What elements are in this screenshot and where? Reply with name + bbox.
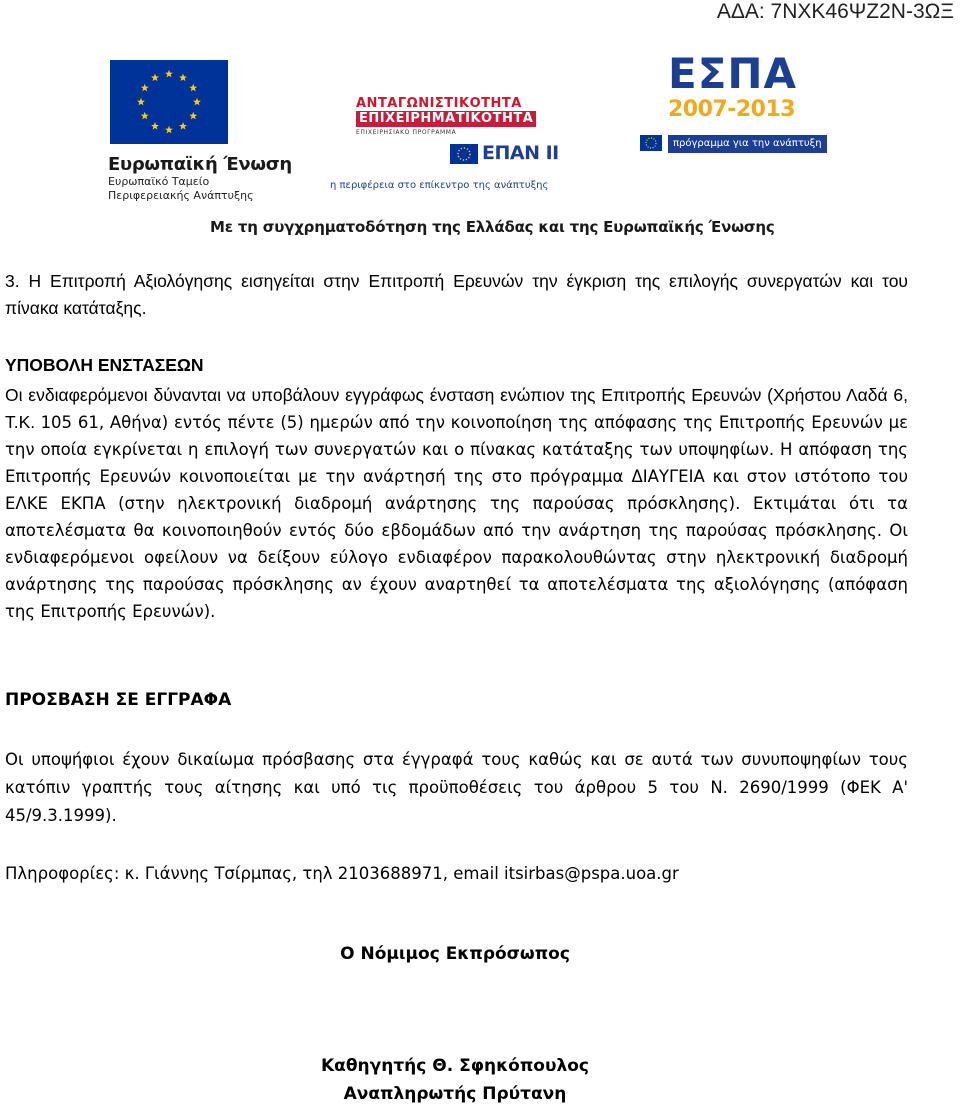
- signature-role: Ο Νόμιμος Εκπρόσωπος: [340, 944, 570, 964]
- epan-logo: [330, 92, 575, 202]
- eu-subtitle-1: Ευρωπαϊκό Ταμείο: [108, 175, 210, 188]
- epan-tagline: η περιφέρεια στο επίκεντρο της ανάπτυξης: [330, 180, 549, 191]
- eu-star-icon: [137, 98, 145, 106]
- espa-title: ΕΣΠΑ: [668, 49, 798, 98]
- epan-program: ΕΠΑΝ ΙΙ: [482, 142, 559, 164]
- eu-star-icon: [151, 122, 159, 130]
- eu-flag-espa-icon: [640, 135, 662, 151]
- eu-star-icon: [189, 84, 197, 92]
- espa-logo: [600, 49, 822, 165]
- eu-subtitle-2: Περιφερειακής Ανάπτυξης: [108, 189, 254, 202]
- objections-text-part1: Οι ενδιαφερόμενοι δύνανται να υποβάλουν εγγράφως ένσταση ενώπιον της Επιτροπής Ερευνών (Χρήστου Λαδά 6, Τ.Κ.: [5, 385, 908, 432]
- item-3-paragraph: 3. Η Επιτροπή Αξιολόγησης εισηγείται στην Επιτροπή Ερευνών την έγκριση της επιλογής συνεργατών και του πίνακα κατάταξης.: [5, 271, 908, 318]
- cofunding-statement: Με τη συγχρηματοδότηση της Ελλάδας και της Ευρωπαϊκής Ένωσης: [210, 218, 775, 236]
- espa-band: πρόγραμμα για την ανάπτυξη: [668, 135, 827, 153]
- eu-star-icon: [141, 84, 149, 92]
- signatory-name: Καθηγητής Θ. Σφηκόπουλος: [321, 1056, 589, 1076]
- epan-line-3: ΕΠΙΧΕΙΡΗΣΙΑΚΟ ΠΡΟΓΡΑΜΜΑ: [356, 129, 457, 136]
- access-heading: ΠΡΟΣΒΑΣΗ ΣΕ ΕΓΓΡΑΦΑ: [5, 690, 232, 710]
- eu-star-icon: [179, 122, 187, 130]
- logo-banner: [0, 0, 960, 250]
- eu-flag-small-icon: [450, 144, 478, 164]
- contact-info: Πληροφορίες: κ. Γιάννης Τσίρμπας, τηλ 2103688971, email itsirbas@pspa.uoa.gr: [5, 864, 679, 883]
- objections-paragraph: [5, 382, 908, 625]
- eu-star-icon: [151, 74, 159, 82]
- eu-star-icon: [141, 112, 149, 120]
- espa-years: 2007-2013: [668, 97, 796, 122]
- eu-star-icon: [165, 70, 173, 78]
- eu-logo: [108, 60, 292, 203]
- eu-title: Ευρωπαϊκή Ένωση: [108, 154, 292, 175]
- signatory-title: Αναπληρωτής Πρύτανη: [343, 1084, 567, 1104]
- eu-star-icon: [189, 112, 197, 120]
- objections-text-part2: 105 61, Αθήνα) εντός πέντε (5) ημερών από την κοινοποίηση της απόφασης της Επιτροπής Ερευνών με την οποία εγκρίνεται η επιλογή των συνεργατών και ο πίνακας κατάταξης των υποψηφίων. Η απόφαση της Επιτροπής Ερευνών κοινοποιείται με την ανάρτησή της στο πρόγραμμα ΔΙΑΥΓΕΙΑ και στον ιστότοπο του ΕΛΚΕ ΕΚΠΑ (στην ηλεκτρονική διαδρομή ανάρτησης της παρούσας πρόσκλησης). Εκτιμάται ότι τα αποτελέσματα θα κοινοποιηθούν εντός δύο εβδομάδων από την ανάρτηση της παρούσας πρόσκλησης. Οι ενδιαφερόμενοι οφείλουν να δείξουν εύλογο ενδιαφέρον παρακολουθώντας στην ηλεκτρονική διαδρομή ανάρτησης της παρούσας πρόσκλησης αν έχουν αναρτηθεί τα αποτελέσματα της αξιολόγησης (απόφαση της Επιτροπής Ερευνών).: [5, 413, 908, 621]
- epan-line-1: ΑΝΤΑΓΩΝΙΣΤΙΚΟΤΗΤΑ: [356, 96, 522, 111]
- eu-star-icon: [193, 98, 201, 106]
- eu-star-icon: [179, 74, 187, 82]
- access-paragraph: Οι υποψήφιοι έχουν δικαίωμα πρόσβασης στα έγγραφά τους καθώς και σε αυτά των συνυποψηφίων τους κατόπιν γραπτής τους αίτησης και υπό τις προϋποθέσεις του άρθρου 5 του Ν. 2690/1999 (ΦΕΚ Α' 45/9.3.1999).: [5, 750, 908, 825]
- objections-heading: ΥΠΟΒΟΛΗ ΕΝΣΤΑΣΕΩΝ: [5, 355, 204, 375]
- eu-star-icon: [165, 126, 173, 134]
- document-code: ΑΔΑ: 7ΝΧΚ46ΨΖ2Ν-3ΩΞ: [716, 0, 954, 23]
- eu-flag-icon: [110, 60, 228, 144]
- epan-line-2: ΕΠΙΧΕΙΡΗΜΑΤΙΚΟΤΗΤΑ: [356, 111, 536, 127]
